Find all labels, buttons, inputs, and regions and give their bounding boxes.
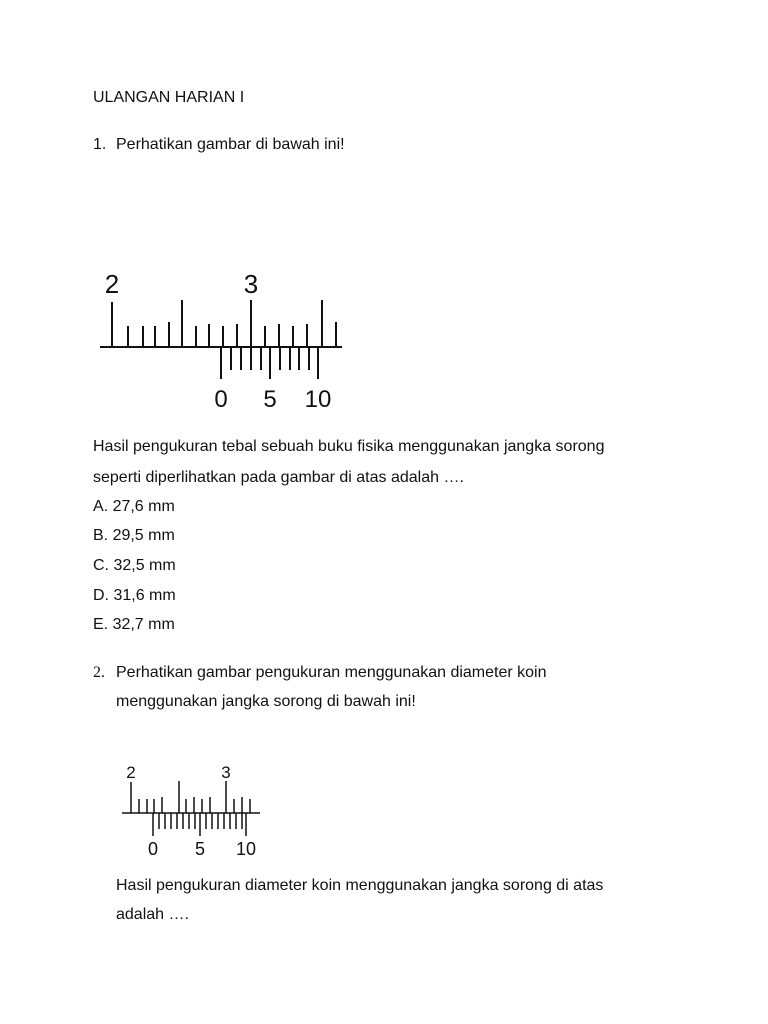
- question-text: adalah ….: [116, 906, 189, 923]
- question-text: Hasil pengukuran diameter koin menggunakan jangka sorong di atas: [116, 877, 604, 894]
- main-scale-label: 3: [221, 763, 231, 782]
- question-prompt: Perhatikan gambar di bawah ini!: [116, 136, 345, 153]
- question-text: seperti diperlihatkan pada gambar di atas adalah ….: [93, 469, 464, 486]
- question-prompt: menggunakan jangka sorong di bawah ini!: [116, 693, 416, 710]
- vernier-scale-ticks: [221, 347, 318, 379]
- vernier-caliper-figure-2: [120, 760, 270, 860]
- vernier-scale-label: 10: [304, 386, 332, 413]
- answer-option-a: A. 27,6 mm: [93, 498, 175, 515]
- question-prompt: Perhatikan gambar pengukuran menggunakan diameter koin: [116, 664, 547, 681]
- question-text: Hasil pengukuran tebal sebuah buku fisika menggunakan jangka sorong: [93, 438, 605, 455]
- vernier-scale-label: 0: [214, 386, 228, 413]
- main-scale-label: 2: [126, 763, 136, 782]
- page-heading: ULANGAN HARIAN I: [93, 89, 245, 106]
- vernier-scale-label: 10: [235, 839, 257, 859]
- main-scale-label: 3: [243, 269, 259, 299]
- main-scale-ticks: [112, 300, 336, 347]
- answer-option-e: E. 32,7 mm: [93, 616, 175, 633]
- answer-option-c: C. 32,5 mm: [93, 557, 176, 574]
- vernier-scale-ticks: [153, 813, 246, 836]
- vernier-scale-label: 5: [263, 386, 277, 413]
- question-number: 1.: [93, 136, 107, 153]
- answer-option-d: D. 31,6 mm: [93, 587, 176, 604]
- vernier-caliper-figure-1: [96, 266, 356, 416]
- vernier-scale-label: 5: [194, 839, 206, 859]
- answer-option-b: B. 29,5 mm: [93, 527, 175, 544]
- main-scale-label: 2: [104, 269, 120, 299]
- main-scale-ticks: [131, 781, 250, 813]
- question-number: 2.: [93, 664, 105, 681]
- vernier-scale-label: 0: [147, 839, 159, 859]
